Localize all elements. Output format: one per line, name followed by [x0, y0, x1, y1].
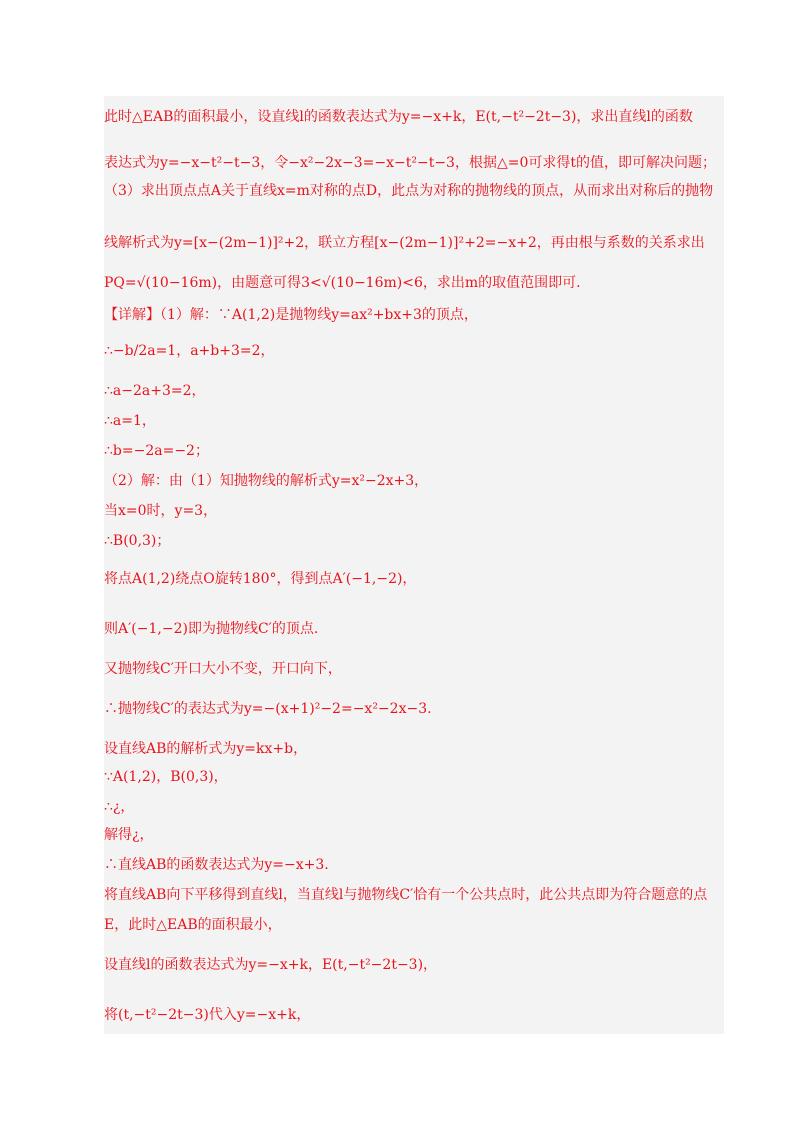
text-line: 解得¿， — [104, 827, 154, 843]
text-line: 当x=0时，y=3， — [104, 503, 218, 519]
text-line: 又抛物线C′开口大小不变，开口向下， — [104, 661, 342, 677]
text-line: ∴−b/2a=1，a+b+3=2， — [104, 343, 275, 359]
text-line: 将直线AB向下平移得到直线l，当直线l与抛物线C′恰有一个公共点时，此公共点即为符合题意的点 — [104, 887, 708, 903]
text-line: ∵A(1,2)，B(0,3)， — [104, 769, 228, 785]
text-line: ∴¿， — [104, 799, 135, 815]
text-line: 将(t,−t²−2t−3)代入y=−x+k， — [104, 1007, 311, 1023]
text-line: ∴直线AB的函数表达式为y=−x+3. — [104, 857, 329, 873]
text-line: ∴B(0,3)； — [104, 533, 171, 549]
text-line: ∴a−2a+3=2， — [104, 383, 206, 399]
detail-heading-line: 【详解】（1）解：∵A(1,2)是抛物线y=ax²+bx+3的顶点， — [104, 307, 478, 323]
text-line: 设直线AB的解析式为y=kx+b， — [104, 741, 308, 757]
text-line: 将点A(1,2)绕点O旋转180°，得到点A′(−1,−2)， — [104, 571, 417, 587]
text-line: ∴b=−2a=−2； — [104, 443, 209, 459]
text-line: ∴a=1， — [104, 413, 156, 429]
text-line: 此时△EAB的面积最小，设直线l的函数表达式为y=−x+k，E(t,−t²−2t−3)，求出直线l的函数 — [104, 109, 693, 125]
text-line: ∴抛物线C′的表达式为y=−(x+1)²−2=−x²−2x−3. — [104, 701, 432, 717]
text-line: （3）求出顶点点A关于直线x=m对称的点D，此点为对称的抛物线的顶点，从而求出对称后的抛物 — [104, 183, 714, 199]
text-line: PQ=√(10−16m)，由题意可得3<√(10−16m)<6，求出m的取值范围即可. — [104, 275, 581, 291]
text-line: E，此时△EAB的面积最小， — [104, 917, 282, 933]
text-line: 设直线l的函数表达式为y=−x+k，E(t,−t²−2t−3)， — [104, 957, 438, 973]
text-line: 表达式为y=−x−t²−t−3，令−x²−2x−3=−x−t²−t−3，根据△=0可求得t的值，即可解决问题； — [104, 155, 716, 171]
text-line: （2）解：由（1）知抛物线的解析式y=x²−2x+3， — [104, 473, 429, 489]
text-line: 线解析式为y=[x−(2m−1)]²+2，联立方程[x−(2m−1)]²+2=−x+2，再由根与系数的关系求出 — [104, 235, 705, 251]
text-line: 则A′(−1,−2)即为抛物线C′的顶点. — [104, 621, 319, 637]
